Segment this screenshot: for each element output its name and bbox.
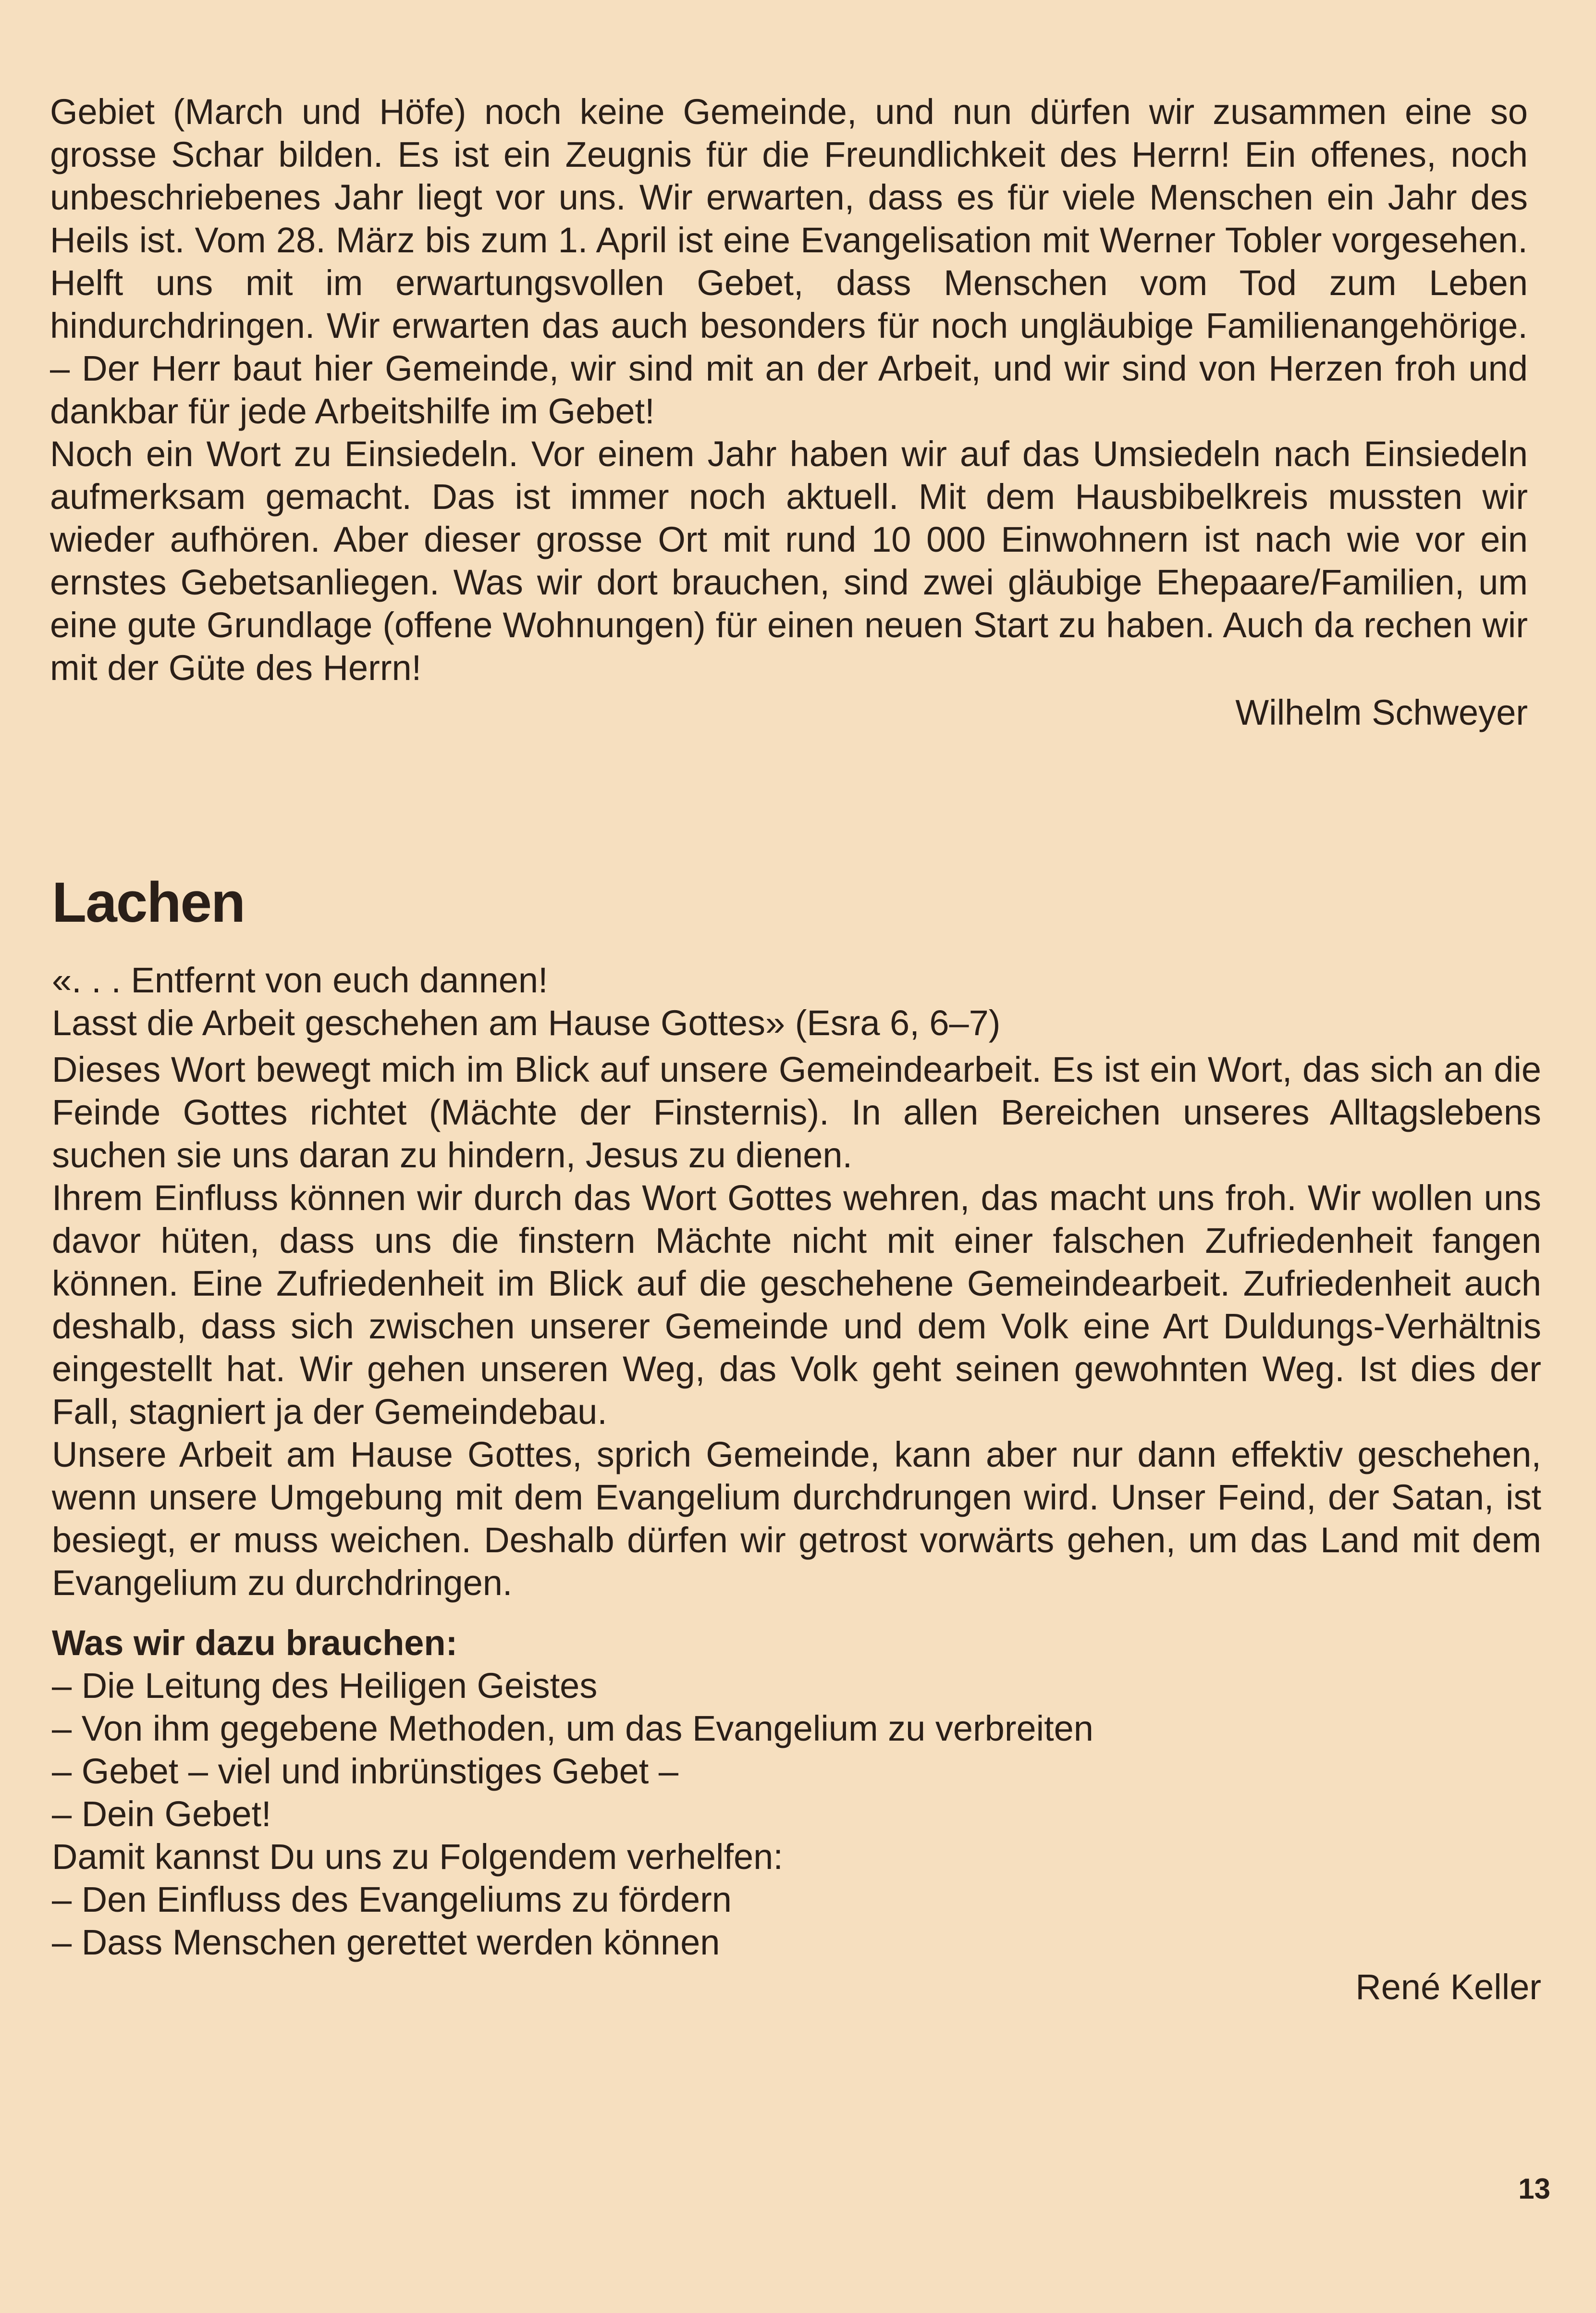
list-item: – Die Leitung des Heiligen Geistes: [52, 1666, 598, 1706]
list-item: – Den Einfluss des Evangeliums zu fördern: [52, 1880, 732, 1919]
list-item: – Dass Menschen gerettet werden können: [52, 1922, 720, 1962]
quote-line-1: «. . . Entfernt von euch dannen!: [52, 960, 548, 1000]
top-paragraph-1: Gebiet (March und Höfe) noch keine Gemeinde, und nun dürfen wir zusammen eine so grosse Schar bilden. Es ist ein Zeugnis für die Freundlichkeit des Herrn! Ein offenes, noch unbeschriebenes Jahr liegt vor uns. Wir erwarten, dass es für viele Menschen ein Jahr des Heils ist. Vom 28. März bis zum 1. April ist eine Evangelisation mit Werner Tobler vorgesehen. Helft uns mit im erwartungsvollen Gebet, dass Menschen vom Tod zum Leben hindurchdringen. Wir erwarten das auch besonders für noch ungläubige Familienangehörige. – Der Herr baut hier Gemeinde, wir sind mit an der Arbeit, und wir sind von Herzen froh und dankbar für jede Arbeitshilfe im Gebet!: [50, 92, 1528, 431]
page-number: 13: [1518, 2173, 1550, 2205]
quote-line-2: Lasst die Arbeit geschehen am Hause Gottes» (Esra 6, 6–7): [52, 1003, 1001, 1043]
list-item: – Gebet – viel und inbrünstiges Gebet –: [52, 1751, 679, 1791]
signature-schweyer: Wilhelm Schweyer: [1235, 693, 1528, 732]
lachen-section: [52, 959, 1541, 2008]
needs-heading: Was wir dazu brauchen:: [52, 1623, 458, 1663]
list-item: – Von ihm gegebene Methoden, um das Evangelium zu verbreiten: [52, 1708, 1093, 1748]
top-section: [50, 90, 1528, 734]
list-item: – Dein Gebet!: [52, 1794, 271, 1834]
top-paragraph-2: Noch ein Wort zu Einsiedeln. Vor einem Jahr haben wir auf das Umsiedeln nach Einsiedeln aufmerksam gemacht. Das ist immer noch aktuell. Mit dem Hausbibelkreis mussten wir wieder aufhören. Aber dieser grosse Ort mit rund 10 000 Einwohnern ist nach wie vor ein ernstes Gebetsanliegen. Was wir dort brauchen, sind zwei gläubige Ehepaare/Familien, um eine gute Grundlage (offene Wohnungen) für einen neuen Start zu haben. Auch da rechen wir mit der Güte des Herrn!: [50, 434, 1528, 688]
lachen-paragraph-2: Ihrem Einfluss können wir durch das Wort Gottes wehren, das macht uns froh. Wir wollen uns davor hüten, dass uns die finstern Mächte nicht mit einer falschen Zufriedenheit fangen können. Eine Zufriedenheit im Blick auf die geschehene Gemeindearbeit. Zufriedenheit auch deshalb, dass sich zwischen unserer Gemeinde und dem Volk eine Art Duldungs-Verhältnis eingestellt hat. Wir gehen unseren Weg, das Volk geht seinen gewohnten Weg. Ist dies der Fall, stagniert ja der Gemeindebau.: [52, 1178, 1541, 1432]
section-heading-lachen: Lachen: [52, 871, 245, 934]
lachen-paragraph-1: Dieses Wort bewegt mich im Blick auf unsere Gemeindearbeit. Es ist ein Wort, das sich an die Feinde Gottes richtet (Mächte der Finsternis). In allen Bereichen unseres Alltagslebens suchen sie uns daran zu hindern, Jesus zu dienen.: [52, 1050, 1541, 1175]
lachen-paragraph-3: Unsere Arbeit am Hause Gottes, sprich Gemeinde, kann aber nur dann effektiv geschehen, wenn unsere Umgebung mit dem Evangelium durchdrungen wird. Unser Feind, der Satan, ist besiegt, er muss weichen. Deshalb dürfen wir getrost vorwärts gehen, um das Land mit dem Evangelium zu durchdringen.: [52, 1435, 1541, 1603]
help-intro: Damit kannst Du uns zu Folgendem verhelfen:: [52, 1837, 783, 1877]
signature-keller: René Keller: [1355, 1967, 1541, 2007]
